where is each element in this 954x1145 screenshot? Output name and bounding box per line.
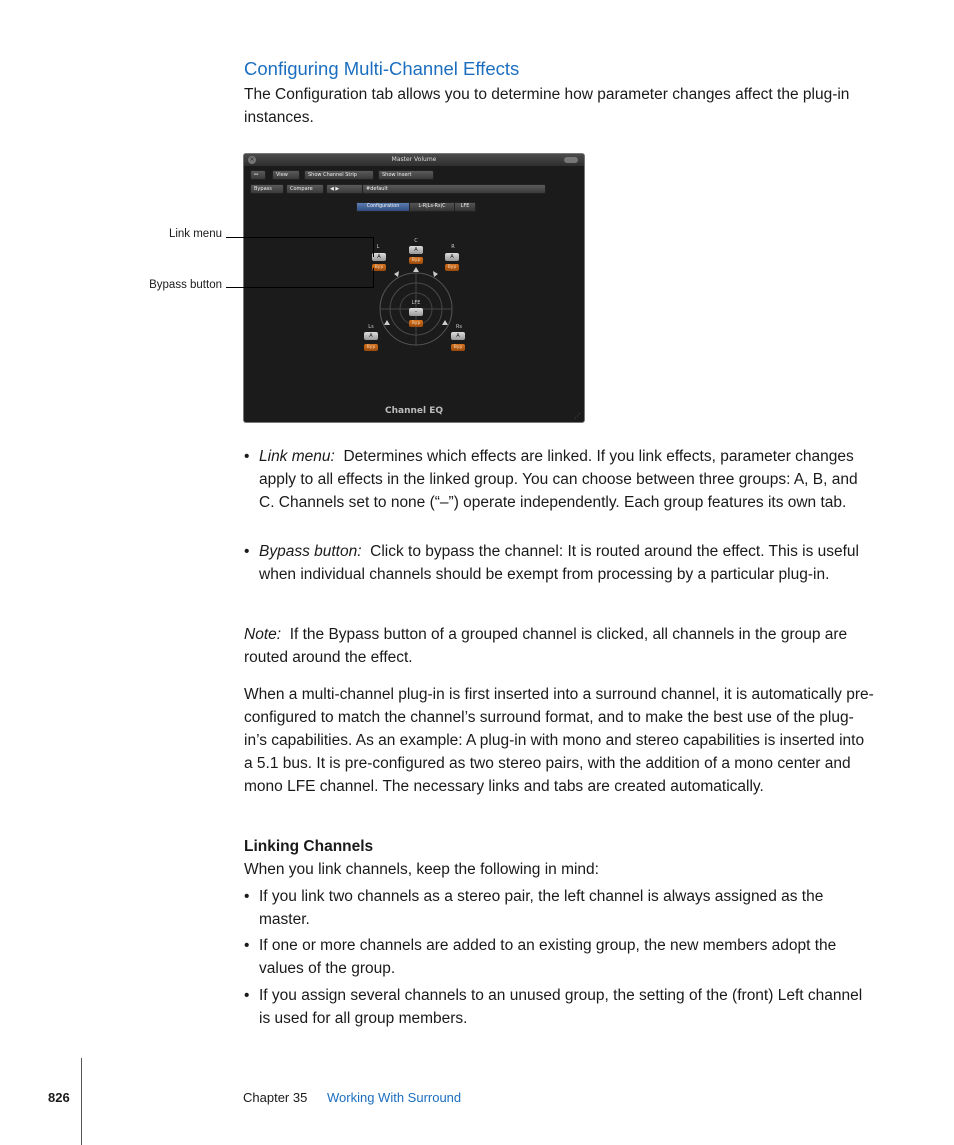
- note-lead: Note:: [244, 626, 282, 643]
- bullet-dot: •: [244, 937, 250, 954]
- resize-grip-icon[interactable]: ⋰: [574, 412, 581, 420]
- bypass-button-rs[interactable]: Byp: [451, 344, 465, 351]
- bypass-button-ls[interactable]: Byp: [364, 344, 378, 351]
- subheading: Linking Channels: [244, 838, 374, 855]
- window-title: Master Volume: [391, 156, 437, 163]
- footer-chapter-title[interactable]: Working With Surround: [327, 1090, 462, 1105]
- footer-chapter: Chapter 35: [243, 1090, 308, 1105]
- bypass-button-c[interactable]: Byp: [409, 257, 423, 264]
- link-menu-c[interactable]: A: [409, 246, 423, 254]
- compare-button[interactable]: Compare: [286, 184, 324, 194]
- bullet-text: If you link two channels as a stereo pair, the left channel is always assigned as the master.: [259, 888, 824, 928]
- show-channel-strip-menu[interactable]: Show Channel Strip: [304, 170, 374, 180]
- link-menu-l[interactable]: A: [372, 253, 386, 261]
- bypass-button-lfe[interactable]: Byp: [409, 320, 423, 327]
- page-number: 826: [48, 1090, 70, 1105]
- callout-link-menu: Link menu: [168, 228, 222, 240]
- link-menu-ls[interactable]: A: [364, 332, 378, 340]
- bullet-text: Click to bypass the channel: It is routed around the effect. This is useful when individual channels should be exempt from processing by a particular plug-in.: [259, 543, 859, 583]
- callout-bypass-button: Bypass button: [149, 279, 222, 291]
- tab-configuration[interactable]: Configuration: [356, 202, 410, 212]
- callout-line-link-menu-vertical: [373, 237, 374, 257]
- surround-panner-diagram: [244, 154, 585, 423]
- show-insert-menu[interactable]: Show Insert: [378, 170, 434, 180]
- bypass-toolbar-button[interactable]: Bypass: [250, 184, 284, 194]
- channel-label-c: C: [414, 238, 418, 244]
- bullet-dot: •: [244, 543, 250, 560]
- body-paragraph: When a multi-channel plug-in is first inserted into a surround channel, it is automatically pre-configured to match the channel’s surround format, and to make the best use of the plug-in’s capabilities. As an example: A plug-in with mono and stereo capabilities is inserted into a 5.1 bus. It is pre-configured as two stereo pairs, with the addition of a mono center and mono LFE channel. The necessary links and tabs are created automatically.: [244, 686, 874, 795]
- plugin-name: Channel EQ: [384, 406, 444, 416]
- callout-line-bypass: [226, 287, 374, 288]
- channel-label-l: L: [376, 244, 380, 250]
- channel-label-lfe: LFE: [411, 300, 421, 306]
- channel-label-r: R: [451, 244, 455, 250]
- bypass-button-r[interactable]: Byp: [445, 264, 459, 271]
- bullet-dot: •: [244, 448, 250, 465]
- callout-line-link-menu: [226, 237, 374, 238]
- bullet-text: If you assign several channels to an unused group, the setting of the (front) Left channel is used for all group members.: [259, 987, 863, 1027]
- footer-divider: [81, 1058, 82, 1145]
- list-item: [244, 984, 874, 1030]
- preset-arrows[interactable]: ◀ ▶: [326, 184, 364, 194]
- bullet-lead: Link menu:: [259, 448, 335, 465]
- note-text: If the Bypass button of a grouped channel is clicked, all channels in the group are routed around the effect.: [244, 626, 848, 666]
- list-item: [244, 885, 874, 931]
- link-icon[interactable]: ⚯: [250, 170, 266, 180]
- section-heading: Configuring Multi-Channel Effects: [244, 58, 520, 79]
- subintro-paragraph: When you link channels, keep the following in mind:: [244, 861, 599, 878]
- channel-label-rs: Rs: [455, 324, 463, 330]
- bullet-lead: Bypass button:: [259, 543, 362, 560]
- link-menu-rs[interactable]: A: [451, 332, 465, 340]
- link-menu-lfe[interactable]: –: [409, 308, 423, 316]
- list-item: [244, 540, 874, 586]
- plugin-window: [243, 153, 585, 423]
- bypass-button-l[interactable]: Byp: [372, 264, 386, 271]
- bullet-text: Determines which effects are linked. If you link effects, parameter changes apply to all effects in the linked group. You can choose between three groups: A, B, and C. Channels set to none (“–”) operate independently. Each group features its own tab.: [259, 448, 858, 511]
- tab-lfe[interactable]: LFE: [454, 202, 476, 212]
- intro-paragraph: The Configuration tab allows you to determine how parameter changes affect the plug-in instances.: [244, 86, 850, 126]
- link-menu-r[interactable]: A: [445, 253, 459, 261]
- close-icon[interactable]: ×: [249, 156, 255, 163]
- preset-menu[interactable]: #default: [362, 184, 546, 194]
- view-menu[interactable]: View: [272, 170, 300, 180]
- bullet-text: If one or more channels are added to an existing group, the new members adopt the values of the group.: [259, 937, 837, 977]
- bullet-dot: •: [244, 987, 250, 1004]
- list-item: [244, 445, 874, 514]
- channel-label-ls: Ls: [368, 324, 374, 330]
- callout-line-bypass-vertical: [373, 268, 374, 288]
- list-item: [244, 934, 874, 980]
- bullet-dot: •: [244, 888, 250, 905]
- note-paragraph: [244, 623, 874, 669]
- tab-lr-lsrs-c[interactable]: L-R|Ls-Rs|C: [409, 202, 455, 212]
